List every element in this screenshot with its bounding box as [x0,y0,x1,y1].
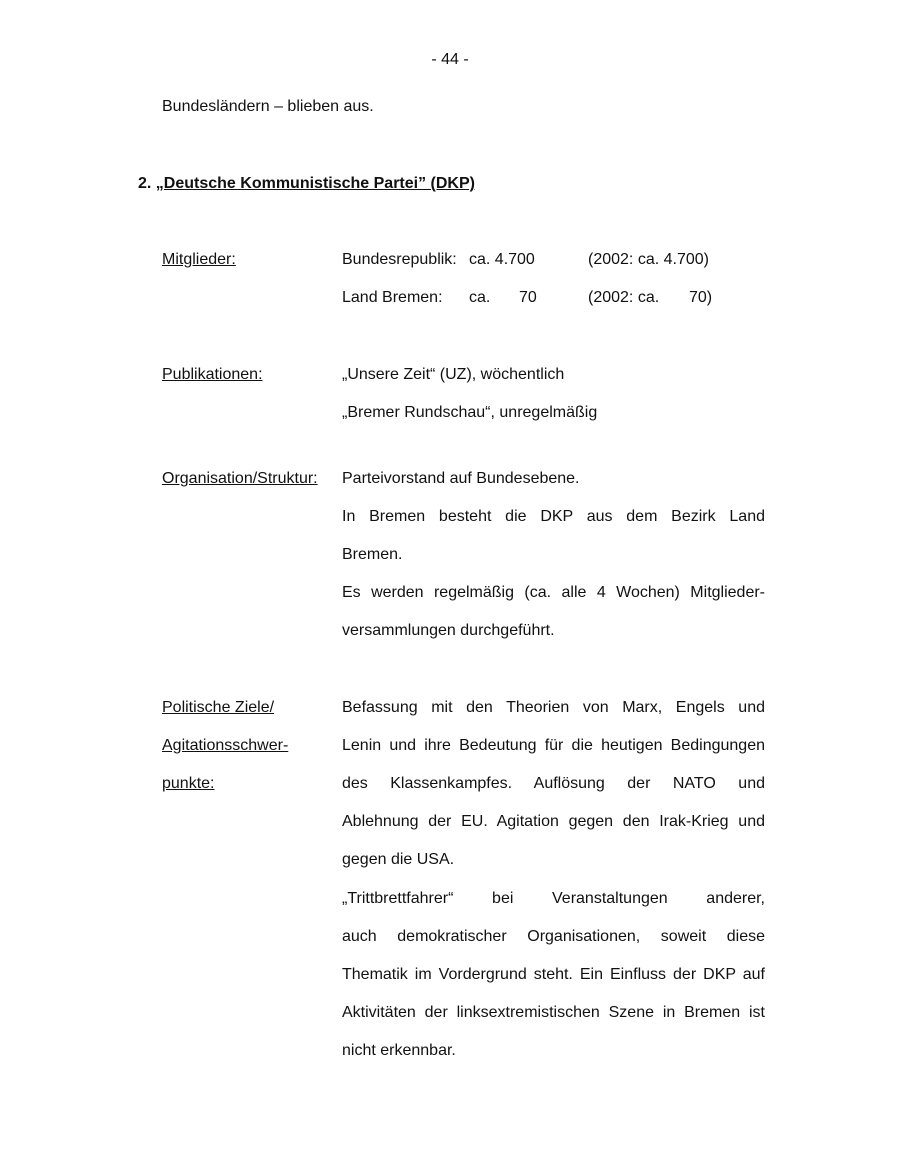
text-line: versammlungen durchgeführt. [342,622,555,639]
text-line: In Bremen besteht die DKP aus dem Bezirk Land [342,508,765,525]
publikation-item: „Unsere Zeit“ (UZ), wöchentlich [342,366,565,383]
text-line: gegen die USA. [342,851,455,868]
mitglieder-row1-region: Bundesrepublik: [342,251,457,268]
page-number: - 44 - [431,51,469,68]
mitglieder-row2-prev-label: (2002: ca. [588,289,660,306]
text-line: des Klassenkampfes. Auflösung der NATO und [342,775,765,792]
organisation-line1: Parteivorstand auf Bundesebene. [342,470,580,487]
text-line: Aktivitäten der linksextremistischen Szene in Bremen ist [342,1004,765,1021]
mitglieder-row2-value: 70 [519,289,537,306]
text-line: nicht erkennbar. [342,1042,456,1059]
text-line: Es werden regelmäßig (ca. alle 4 Wochen) Mitglieder- [342,584,765,601]
mitglieder-label: Mitglieder: [162,251,236,268]
organisation-paragraph-2 [342,498,765,574]
publikationen-label: Publikationen: [162,366,263,383]
text-line: Befassung mit den Theorien von Marx, Engels und [342,699,765,716]
ziele-label-line: Agitationsschwer- [162,737,289,754]
mitglieder-row2-region: Land Bremen: [342,289,443,306]
mitglieder-row2-ca: ca. [469,289,491,306]
ziele-label-line: Politische Ziele/ [162,699,275,716]
intro-text: Bundesländern – blieben aus. [162,98,374,115]
text-line: „Trittbrettfahrer“ bei Veranstaltungen anderer, [342,890,765,907]
text-line: auch demokratischer Organisationen, soweit diese [342,928,765,945]
text-line: Ablehnung der EU. Agitation gegen den Irak-Krieg und [342,813,765,830]
mitglieder-row2-prev-value: 70) [689,289,713,306]
ziele-paragraph-2 [342,880,765,1070]
publikation-item: „Bremer Rundschau“, unregelmäßig [342,404,598,421]
text-line: Bremen. [342,546,403,563]
text-line: Lenin und ihre Bedeutung für die heutigen Bedingungen [342,737,765,754]
section-heading [138,174,475,194]
ziele-paragraph-1 [342,689,765,879]
section-number: 2. [138,175,152,192]
mitglieder-row1-value: ca. 4.700 [469,251,535,268]
section-title: „Deutsche Kommunistische Partei” (DKP) [155,175,475,192]
organisation-paragraph-3 [342,574,765,650]
mitglieder-row1-prev: (2002: ca. 4.700) [588,251,709,268]
text-line: Thematik im Vordergrund steht. Ein Einfluss der DKP auf [342,966,765,983]
ziele-label-line: punkte: [162,775,215,792]
organisation-label: Organisation/Struktur: [162,470,318,487]
